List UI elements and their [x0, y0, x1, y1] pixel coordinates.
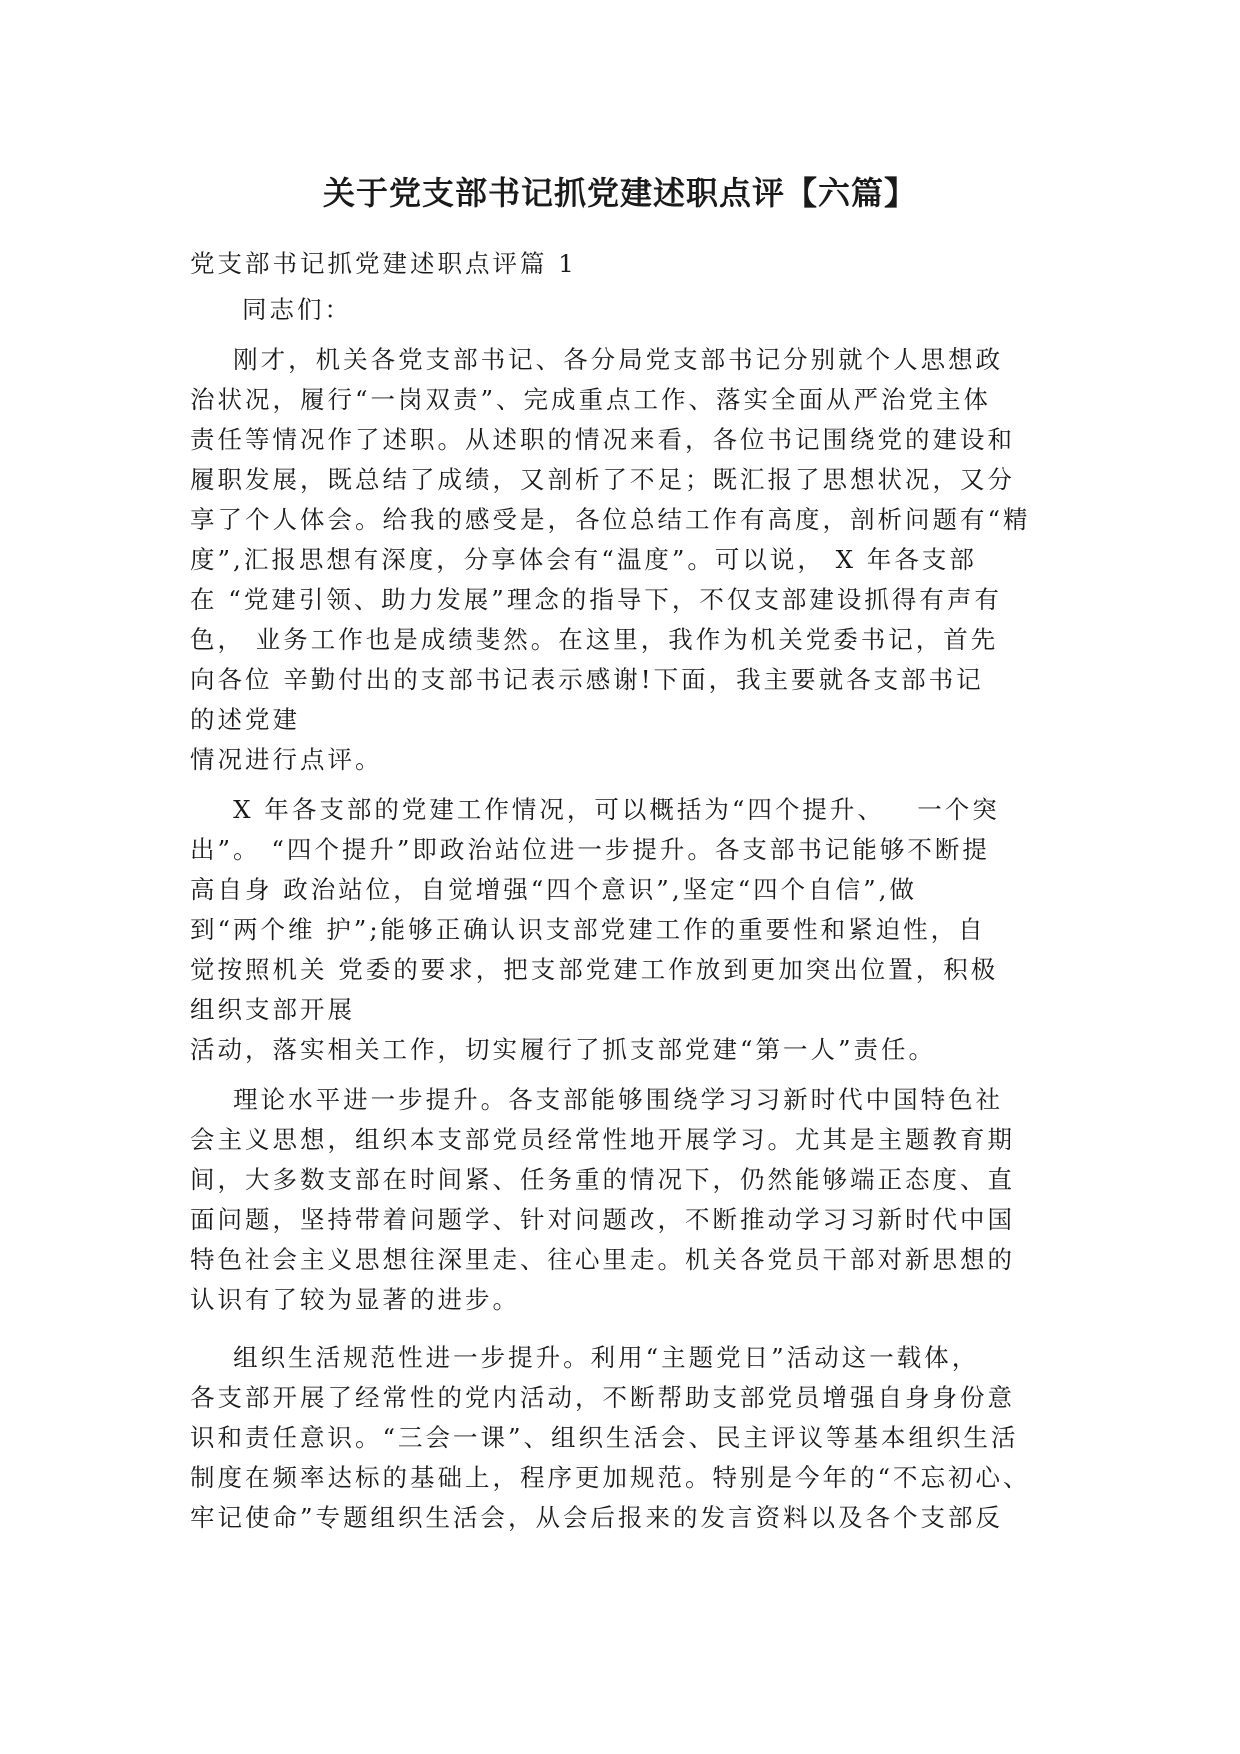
- paragraph-1: [190, 340, 1070, 780]
- paragraph-line: 各支部开展了经常性的党内活动，不断帮助支部党员增强自身身份意: [190, 1383, 1015, 1412]
- paragraph-line: 间，大多数支部在时间紧、任务重的情况下，仍然能够端正态度、直: [190, 1165, 1015, 1194]
- paragraph-4: [190, 1338, 1070, 1538]
- paragraph-3: [190, 1080, 1070, 1320]
- paragraph-line: 到“两个维 护”;能够正确认识支部党建工作的重要性和紧迫性，自: [190, 915, 986, 944]
- paragraph-line: 会主义思想，组织本支部党员经常性地开展学习。尤其是主题教育期: [190, 1125, 1015, 1154]
- paragraph-line: 面问题，坚持带着问题学、针对问题改，不断推动学习习新时代中国: [190, 1205, 1015, 1234]
- greeting: 同志们：: [242, 295, 352, 324]
- paragraph-line: 制度在频率达标的基础上，程序更加规范。特别是今年的“不忘初心、: [190, 1463, 1031, 1492]
- paragraph-line: 色， 业务工作也是成绩斐然。在这里，我作为机关党委书记，首先: [190, 625, 999, 654]
- section-heading: 党支部书记抓党建述职点评篇 1: [190, 249, 577, 278]
- document-body: [190, 244, 1070, 1538]
- paragraph-line: X 年各支部的党建工作情况，可以概括为“四个提升、 一个突: [190, 795, 1000, 824]
- paragraph-line: 觉按照机关 党委的要求，把支部党建工作放到更加突出位置，积极: [190, 955, 999, 984]
- paragraph-line: 高自身 政治站位，自觉增强“四个意识”,坚定“四个自信”,做: [190, 875, 917, 904]
- paragraph-line: 履职发展，既总结了成绩，又剖析了不足；既汇报了思想状况，又分: [190, 465, 1015, 494]
- document-title: 关于党支部书记抓党建述职点评【六篇】: [322, 174, 917, 213]
- paragraph-line: 特色社会主义思想往深里走、往心里走。机关各党员干部对新思想的: [190, 1245, 1015, 1274]
- paragraph-line: 理论水平进一步提升。各支部能够围绕学习习新时代中国特色社: [190, 1085, 1004, 1114]
- paragraph-line: 活动，落实相关工作，切实履行了抓支部党建“第一人”责任。: [190, 1035, 937, 1064]
- paragraph-line: 刚才，机关各党支部书记、各分局党支部书记分别就个人思想政: [190, 345, 1004, 374]
- paragraph-line: 的述党建: [190, 705, 300, 734]
- paragraph-line: 度”,汇报思想有深度，分享体会有“温度”。可以说， X 年各支部: [190, 545, 977, 574]
- paragraph-line: 认识有了较为显著的进步。: [190, 1285, 520, 1314]
- paragraph-line: 治状况，履行“一岗双责”、完成重点工作、落实全面从严治党主体: [190, 385, 992, 414]
- paragraph-line: 情况进行点评。: [190, 745, 383, 774]
- paragraph-line: 牢记使命”专题组织生活会，从会后报来的发言资料以及各个支部反: [190, 1503, 1004, 1532]
- paragraph-line: 责任等情况作了述职。从述职的情况来看，各位书记围绕党的建设和: [190, 425, 1015, 454]
- paragraph-line: 向各位 辛勤付出的支部书记表示感谢!下面，我主要就各支部书记: [190, 665, 984, 694]
- paragraph-line: 出”。 “四个提升”即政治站位进一步提升。各支部书记能够不断提: [190, 835, 990, 864]
- paragraph-line: 在 “党建引领、助力发展”理念的指导下，不仅支部建设抓得有声有: [190, 585, 1002, 614]
- paragraph-2: [190, 790, 1070, 1070]
- paragraph-line: 享了个人体会。给我的感受是，各位总结工作有高度，剖析问题有“精: [190, 505, 1031, 534]
- paragraph-line: 组织生活规范性进一步提升。利用“主题党日”活动这一载体，: [190, 1343, 980, 1372]
- paragraph-line: 识和责任意识。“三会一课”、组织生活会、民主评议等基本组织生活: [190, 1423, 1019, 1452]
- paragraph-line: 组织支部开展: [190, 995, 355, 1024]
